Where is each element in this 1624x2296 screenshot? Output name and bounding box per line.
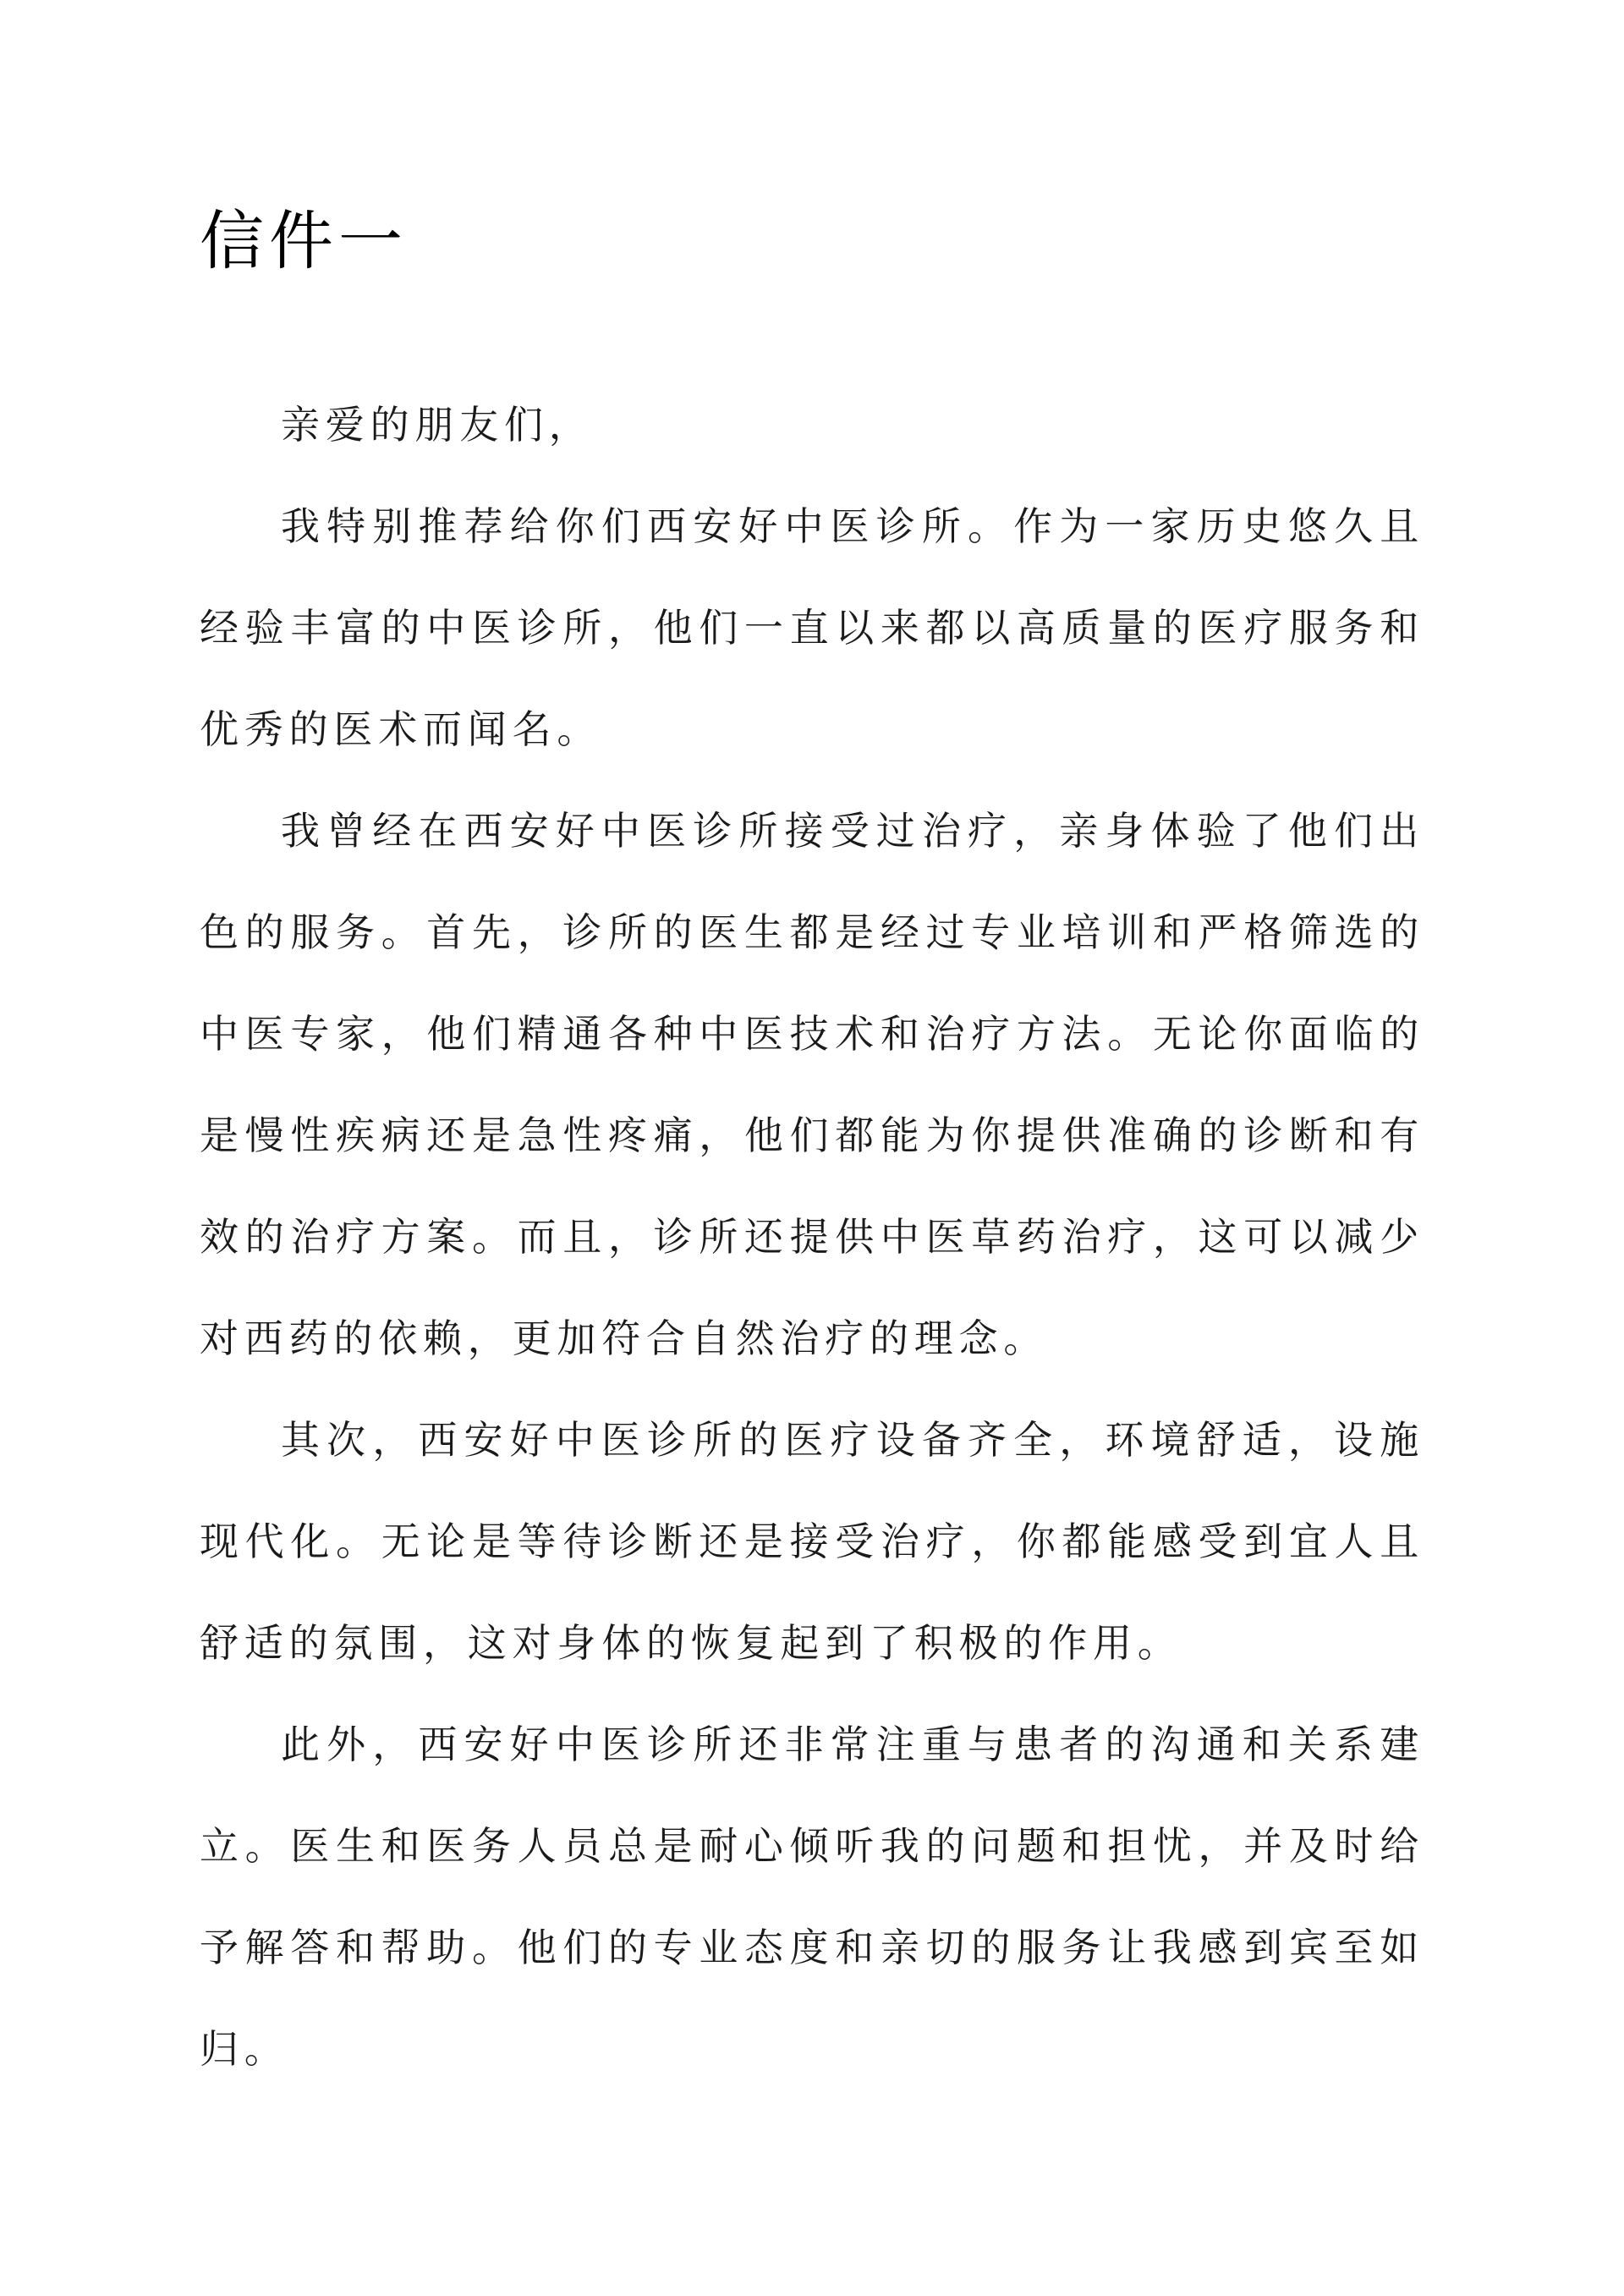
paragraph-4: 此外，西安好中医诊所还非常注重与患者的沟通和关系建立。医生和医务人员总是耐心倾听我的问题和担忧，并及时给予解答和帮助。他们的专业态度和亲切的服务让我感到宾至如归。 xyxy=(200,1722,1424,2072)
paragraph-1: 我特别推荐给你们西安好中医诊所。作为一家历史悠久且经验丰富的中医诊所，他们一直以来都以高质量的医疗服务和优秀的医术而闻名。 xyxy=(200,503,1424,752)
paragraph-2: 我曾经在西安好中医诊所接受过治疗，亲身体验了他们出色的服务。首先，诊所的医生都是经过专业培训和严格筛选的中医专家，他们精通各种中医技术和治疗方法。无论你面临的是慢性疾病还是急性疼痛，他们都能为你提供准确的诊断和有效的治疗方案。而且，诊所还提供中医草药治疗，这可以减少对西药的依赖，更加符合自然治疗的理念。 xyxy=(200,808,1424,1361)
letter-body xyxy=(200,374,1424,2100)
salutation: 亲爱的朋友们， xyxy=(281,402,594,448)
document-title: 信件一 xyxy=(200,203,408,278)
paragraph-3: 其次，西安好中医诊所的医疗设备齐全，环境舒适，设施现代化。无论是等待诊断还是接受治疗，你都能感受到宜人且舒适的氛围，这对身体的恢复起到了积极的作用。 xyxy=(200,1417,1424,1666)
